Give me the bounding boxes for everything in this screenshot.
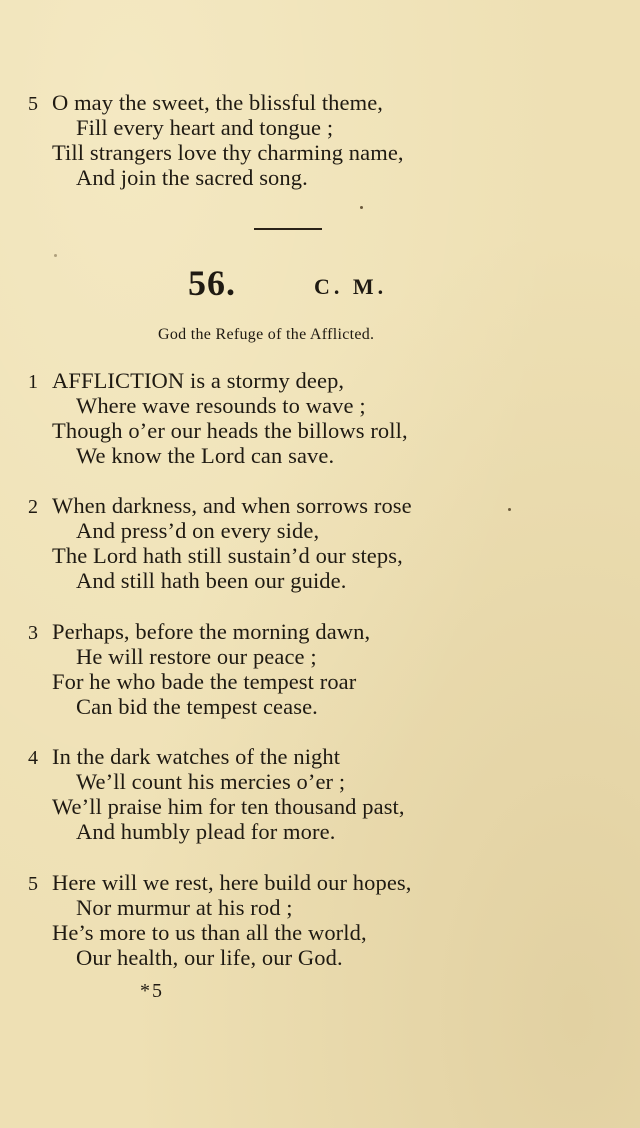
stanza-line-text: Our health, our life, our God.: [76, 945, 343, 970]
stanza-line: [28, 769, 628, 794]
stanza-line: [28, 90, 628, 115]
stanza-3: [28, 619, 628, 719]
previous-hymn-stanza: [28, 90, 628, 190]
stanza-line: [28, 393, 628, 418]
stanza-line: [28, 870, 628, 895]
hymn-number: 56.: [188, 263, 236, 303]
stanza-line: [28, 819, 628, 844]
stanza-line: [28, 669, 628, 694]
paper-speck: [360, 206, 363, 209]
stanza-line-text: We know the Lord can save.: [76, 443, 335, 468]
hymn-title: God the Refuge of the Afflicted.: [158, 326, 375, 343]
stanza-line-text: O may the sweet, the blissful theme,: [52, 90, 384, 115]
stanza-line-text: Where wave resounds to wave ;: [76, 393, 366, 418]
stanza-line-text: And join the sacred song.: [76, 165, 308, 190]
stanza-number: 3: [28, 622, 39, 644]
stanza-line: [28, 443, 628, 468]
hymn-meter: C. M.: [314, 274, 388, 299]
paper-speck: [508, 508, 511, 511]
stanza-line: [28, 418, 628, 443]
stanza-line: [28, 794, 628, 819]
stanza-line: [28, 920, 628, 945]
stanza-line-text: We’ll count his mercies o’er ;: [76, 769, 346, 794]
stanza-line: [28, 518, 628, 543]
stanza-4: [28, 744, 628, 844]
stanza-line: [28, 644, 628, 669]
stanza-line: [28, 140, 628, 165]
stanza-line-text: The Lord hath still sustain’d our steps,: [52, 543, 403, 568]
stanza-line: [28, 165, 628, 190]
stanza-line: [28, 619, 628, 644]
stanza-number: 1: [28, 371, 39, 393]
stanza-line-text: AFFLICTION is a stormy deep,: [52, 368, 345, 393]
stanza-line: [28, 493, 628, 518]
stanza-line-text: Perhaps, before the morning dawn,: [52, 619, 371, 644]
stanza-line-text: Though o’er our heads the billows roll,: [52, 418, 408, 443]
stanza-line: [28, 368, 628, 393]
stanza-5: [28, 870, 628, 970]
stanza-line-text: In the dark watches of the night: [52, 744, 341, 769]
stanza-line-text: And press’d on every side,: [76, 518, 320, 543]
stanza-line-text: He’s more to us than all the world,: [52, 920, 367, 945]
stanza-number: 4: [28, 747, 39, 769]
stanza-line-text: Here will we rest, here build our hopes,: [52, 870, 412, 895]
stanza-line: [28, 694, 628, 719]
stanza-line: [28, 543, 628, 568]
stanza-line-text: Fill every heart and tongue ;: [76, 115, 334, 140]
section-divider: [254, 228, 322, 230]
stanza-number: 2: [28, 496, 39, 518]
stanza-line-text: And humbly plead for more.: [76, 819, 336, 844]
stanza-2: [28, 493, 628, 593]
stanza-line-text: Nor murmur at his rod ;: [76, 895, 293, 920]
stanza-line: [28, 895, 628, 920]
stanza-line-text: For he who bade the tempest roar: [52, 669, 357, 694]
stanza-line: [28, 115, 628, 140]
stanza-line-text: We’ll praise him for ten thousand past,: [52, 794, 405, 819]
stanza-1: [28, 368, 628, 468]
paper-speck: [54, 254, 57, 257]
signature-mark: *5: [140, 980, 164, 1002]
stanza-line: [28, 744, 628, 769]
stanza-line: [28, 568, 628, 593]
stanza-number: 5: [28, 873, 39, 895]
stanza-line-text: When darkness, and when sorrows rose: [52, 493, 412, 518]
stanza-line-text: Can bid the tempest cease.: [76, 694, 318, 719]
stanza-line-text: He will restore our peace ;: [76, 644, 317, 669]
stanza-number: 5: [28, 93, 39, 115]
stanza-line-text: Till strangers love thy charming name,: [52, 140, 404, 165]
stanza-line-text: And still hath been our guide.: [76, 568, 347, 593]
stanza-line: [28, 945, 628, 970]
